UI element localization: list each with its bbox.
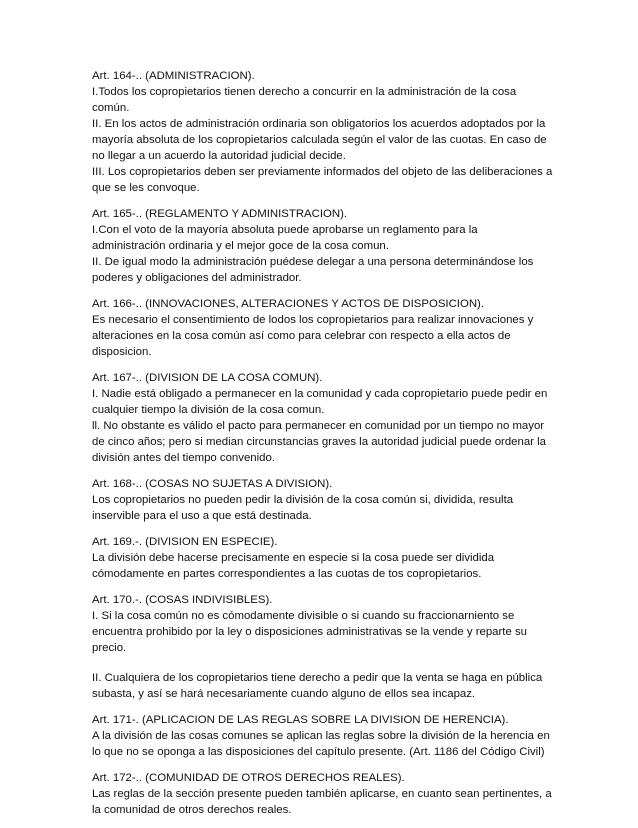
- article-paragraph: Los copropietarios no pueden pedir la división de la cosa común si, dividida, resulta inservible para el uso a que está destinada.: [92, 494, 514, 522]
- article-paragraph: Las reglas de la sección presente pueden también aplicarse, en cuanto sean pertinentes, a la comunidad de otros derechos reales.: [92, 788, 552, 816]
- article-paragraph: II. De igual modo la administración puédese delegar a una persona determinándose los poderes y obligaciones del administrador.: [92, 256, 534, 284]
- article-paragraph: A la división de las cosas comunes se aplican las reglas sobre la división de la herencia en lo que no se oponga a las disposiciones del capítulo presente. (Art. 1186 del Código Civil): [92, 730, 550, 758]
- article-heading: Art. 170.-. (COSAS INDIVISIBLES).: [92, 594, 273, 606]
- article-heading: Art. 172-.. (COMUNIDAD DE OTROS DERECHOS REALES).: [92, 772, 405, 784]
- article-170: [92, 592, 554, 702]
- article-paragraph: I.Con el voto de la mayoría absoluta puede aprobarse un reglamento para la administración ordinaria y el mejor goce de la cosa comun.: [92, 224, 478, 252]
- article-paragraph: Es necesario el consentimiento de lodos los copropietarios para realizar innovaciones y alteraciones en la cosa común así como para celebrar con respecto a ella actos de disposicion.: [92, 314, 534, 358]
- article-paragraph: II. Cualquiera de los copropietarios tiene derecho a pedir que la venta se haga en pública subasta, y así se hará necesariamente cuando alguno de ellos sea incapaz.: [92, 672, 543, 700]
- article-165: [92, 206, 554, 286]
- document-page: [92, 68, 554, 828]
- article-heading: Art. 164-.. (ADMINISTRACION).: [92, 70, 255, 82]
- article-heading: Art. 168-.. (COSAS NO SUJETAS A DIVISION).: [92, 478, 333, 490]
- article-paragraph: I. Si la cosa común no es cómodamente divisible o si cuando su fraccionarniento se encuentra prohibido por la ley o disposiciones administrativas se la vende y reparte su precio.: [92, 610, 527, 654]
- article-166: [92, 296, 554, 360]
- article-169: [92, 534, 554, 582]
- article-heading: Art. 171-. (APLICACION DE LAS REGLAS SOBRE LA DIVISION DE HERENCIA).: [92, 714, 509, 726]
- article-paragraph: II. En los actos de administración ordinaria son obligatorios los acuerdos adoptados por la mayoría absoluta de los copropietarios calculada según el valor de las cuotas. En caso de no llegar a un acuerdo la autoridad judicial decide.: [92, 118, 547, 162]
- article-paragraph: La división debe hacerse precisamente en especie si la cosa puede ser dividida cómodamente en partes correspondientes a las cuotas de tos copropietarios.: [92, 552, 495, 580]
- article-171: [92, 712, 554, 760]
- article-heading: Art. 169.-. (DIVISION EN ESPECIE).: [92, 536, 278, 548]
- article-168: [92, 476, 554, 524]
- article-164: [92, 68, 554, 196]
- article-paragraph: I. Nadie está obligado a permanecer en la comunidad y cada copropietario puede pedir en cualquier tiempo la división de la cosa comun.: [92, 388, 548, 416]
- article-172: [92, 770, 554, 818]
- article-paragraph: III. Los copropietarios deben ser previamente informados del objeto de las deliberaciones a que se les convoque.: [92, 166, 553, 194]
- article-heading: Art. 165-.. (REGLAMENTO Y ADMINISTRACION).: [92, 208, 348, 220]
- article-heading: Art. 166-.. (INNOVACIONES, ALTERACIONES Y ACTOS DE DISPOSICION).: [92, 298, 485, 310]
- article-paragraph: I.Todos los copropietarios tienen derecho a concurrir en la administración de la cosa común.: [92, 86, 517, 114]
- article-heading: Art. 167-.. (DIVISION DE LA COSA COMUN).: [92, 372, 323, 384]
- article-paragraph: ll. No obstante es válido el pacto para permanecer en comunidad por un tiempo no mayor de cinco años; pero si median circunstancias graves la autoridad judicial puede ordenar la división antes del tiempo convenido.: [92, 420, 546, 464]
- article-167: [92, 370, 554, 466]
